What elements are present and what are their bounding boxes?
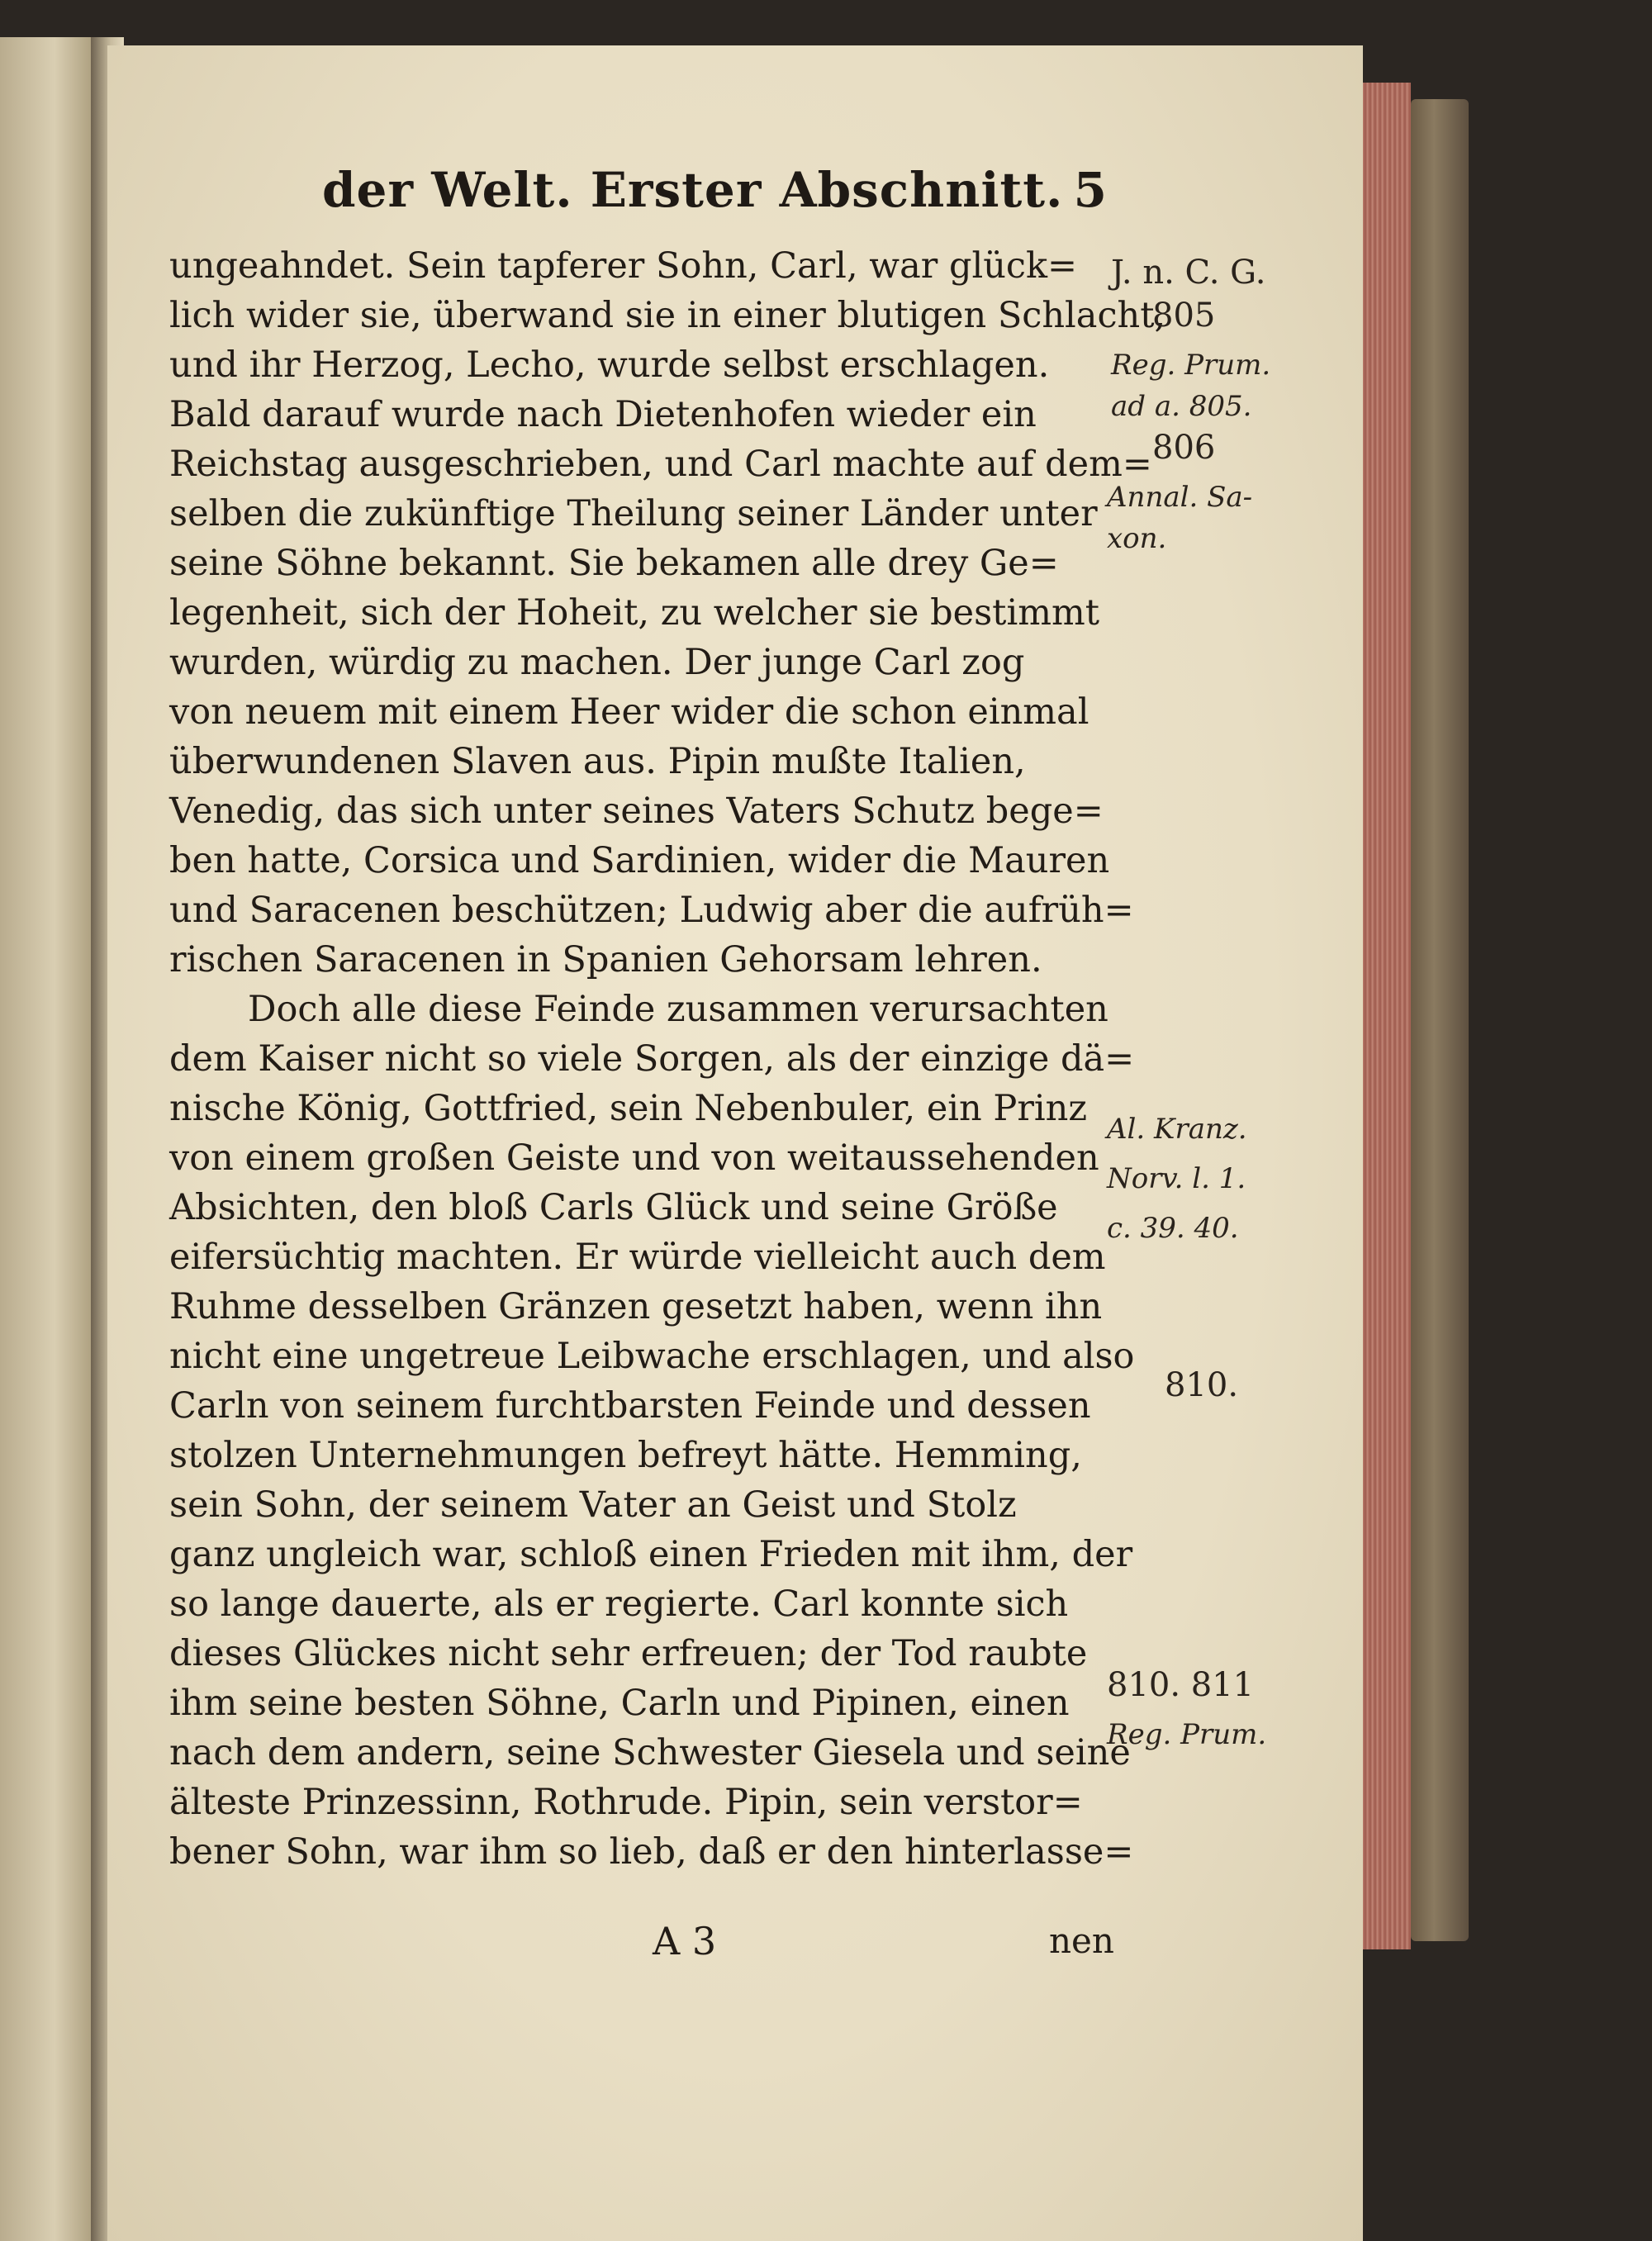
text-line: ganz ungleich war, schloß einen Frieden mit ihm, der	[169, 1534, 1133, 1575]
text-line: nicht eine ungetreue Leibwache erschlagen, und also	[169, 1336, 1135, 1377]
margin-year: 805	[1152, 297, 1216, 335]
text-line: Absichten, den bloß Carls Glück und seine Größe	[169, 1187, 1058, 1228]
catchword: nen	[1049, 1921, 1114, 1961]
margin-year: 810. 811	[1107, 1666, 1255, 1704]
running-header	[231, 157, 1107, 223]
text-line: nach dem andern, seine Schwester Giesela und seine	[169, 1732, 1131, 1773]
text-line: ben hatte, Corsica und Sardinien, wider die Mauren	[169, 840, 1110, 881]
text-line: sein Sohn, der seinem Vater an Geist und Stolz	[169, 1484, 1017, 1526]
text-line: älteste Prinzessinn, Rothrude. Pipin, sein verstor=	[169, 1782, 1083, 1823]
text-line: und Saracenen beschützen; Ludwig aber die aufrüh=	[169, 890, 1134, 931]
margin-note: ad a. 805.	[1111, 390, 1252, 423]
margin-note: Annal. Sa-	[1107, 481, 1253, 514]
text-line: Bald darauf wurde nach Dietenhofen wieder ein	[169, 394, 1037, 435]
text-line: wurden, würdig zu machen. Der junge Carl zog	[169, 642, 1025, 683]
left-page-edge	[0, 37, 99, 2241]
page-number: 5	[1073, 162, 1107, 218]
margin-year: 806	[1152, 429, 1216, 467]
running-title: der Welt. Erster Abschnitt.	[322, 162, 1064, 218]
text-line: Reichstag ausgeschrieben, und Carl machte auf dem=	[169, 444, 1152, 485]
text-line: überwundenen Slaven aus. Pipin mußte Italien,	[169, 741, 1026, 782]
text-line: ungeahndet. Sein tapferer Sohn, Carl, war glück=	[169, 245, 1078, 287]
text-line: bener Sohn, war ihm so lieb, daß er den hinterlasse=	[169, 1831, 1134, 1873]
text-line: so lange dauerte, als er regierte. Carl konnte sich	[169, 1583, 1069, 1625]
text-line: dieses Glückes nicht sehr erfreuen; der Tod raubte	[169, 1633, 1088, 1674]
text-line: Venedig, das sich unter seines Vaters Schutz bege=	[169, 791, 1104, 832]
text-line: stolzen Unternehmungen befreyt hätte. Hemming,	[169, 1435, 1082, 1476]
margin-note: c. 39. 40.	[1107, 1212, 1239, 1245]
margin-note: Norv. l. 1.	[1107, 1162, 1246, 1195]
text-line: eifersüchtig machten. Er würde vielleicht auch dem	[169, 1237, 1106, 1278]
text-line: Carln von seinem furchtbarsten Feinde und dessen	[169, 1385, 1091, 1427]
text-line: von neuem mit einem Heer wider die schon einmal	[169, 691, 1089, 733]
signature-mark: A 3	[653, 1919, 717, 1963]
text-line: dem Kaiser nicht so viele Sorgen, als der einzige dä=	[169, 1038, 1135, 1080]
margin-note: xon.	[1107, 522, 1167, 555]
text-line: von einem großen Geiste und von weitaussehenden	[169, 1137, 1099, 1179]
text-line: nische König, Gottfried, sein Nebenbuler, ein Prinz	[169, 1088, 1088, 1129]
book-cover-edge	[1411, 99, 1469, 1941]
margin-note: Al. Kranz.	[1107, 1113, 1247, 1146]
page-block-edge	[1363, 83, 1411, 1949]
margin-note: Reg. Prum.	[1111, 349, 1271, 382]
text-line: lich wider sie, überwand sie in einer blutigen Schlacht,	[169, 295, 1166, 336]
text-line: rischen Saracenen in Spanien Gehorsam lehren.	[169, 939, 1042, 980]
paragraph-start-line: Doch alle diese Feinde zusammen verursachten	[248, 989, 1108, 1030]
text-line: und ihr Herzog, Lecho, wurde selbst erschlagen.	[169, 344, 1050, 386]
margin-year: 810.	[1165, 1366, 1239, 1404]
text-line: legenheit, sich der Hoheit, zu welcher sie bestimmt	[169, 592, 1100, 634]
margin-note: J. n. C. G.	[1111, 254, 1266, 292]
text-line: selben die zukünftige Theilung seiner Länder unter	[169, 493, 1098, 534]
text-line: seine Söhne bekannt. Sie bekamen alle drey Ge=	[169, 543, 1059, 584]
margin-note: Reg. Prum.	[1107, 1718, 1267, 1751]
text-line: ihm seine besten Söhne, Carln und Pipinen, einen	[169, 1683, 1070, 1724]
text-line: Ruhme desselben Gränzen gesetzt haben, wenn ihn	[169, 1286, 1103, 1327]
